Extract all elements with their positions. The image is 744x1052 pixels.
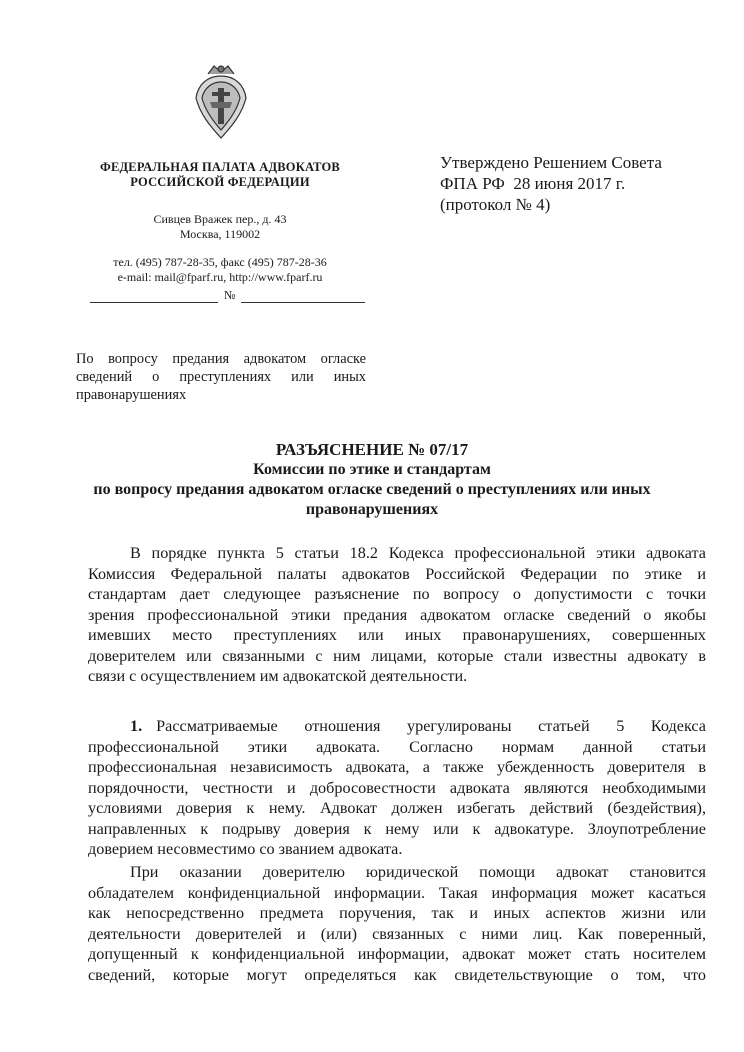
registration-number-line xyxy=(90,288,365,303)
section-1-first-line: 1. Рассматриваемые отношения урегулированы статьей 5 Кодекса xyxy=(130,717,706,735)
intro-paragraph: В порядке пункта 5 статьи 18.2 Кодекса профессиональной этики адвоката Комиссия Федеральной палаты адвокатов Российской Федерации по этике и стандартам дает следующее разъяснение по вопросу о допустимости с точки зрения профессиональной этики предания адвокатом огласке сведений о якобы имевших место преступлениях или иных правонарушениях, совершенных доверителем или связанными с ним лицами, которые стали известны адвокату в связи с осуществлением им адвокатской деятельности. xyxy=(88,544,706,685)
subject-line: По вопросу предания адвокатом огласке сведений о преступлениях или иных правонарушениях xyxy=(76,351,366,403)
document-title: РАЗЪЯСНЕНИЕ № 07/17 Комиссии по этике и стандартам по вопросу предания адвокатом огласке сведений о преступлениях или иных правонарушениях xyxy=(93,440,651,518)
org-contacts: тел. (495) 787-28-35, факс (495) 787-28-36 e-mail: mail@fparf.ru, http://www.fparf.ru xyxy=(113,255,327,284)
paragraph-2: При оказании доверителю юридической помощи адвокат становится обладателем конфиденциальной информации. Такая информация может касаться как непосредственно предмета поручения, так и иных аспектов жизни или деятельности доверителей и (или) связанных с ними лиц. Как поверенный, допущенный к конфиденциальной информации, адвокат может стать носителем сведений, которые могут определяться как свидетельствующие о том, что xyxy=(88,863,706,984)
date-blank xyxy=(90,290,218,303)
fpa-emblem-icon xyxy=(190,62,252,142)
org-name: ФЕДЕРАЛЬНАЯ ПАЛАТА АДВОКАТОВ РОССИЙСКОЙ ФЕДЕРАЦИИ xyxy=(100,160,340,189)
number-blank xyxy=(241,290,365,303)
org-address: Сивцев Вражек пер., д. 43 Москва, 119002 xyxy=(153,212,287,241)
organization-block xyxy=(60,160,380,285)
section-1-paragraph: 1. Рассматриваемые отношения урегулированы статьей 5 Кодекса профессиональной этики адвоката. Согласно нормам данной статьи профессиональная независимость адвоката, а также убежденность доверителя в порядочности, честности и добросовестности адвоката являются необходимыми условиями доверия к нему. Адвокат должен избегать действий (бездействия), направленных к подрыву доверия к нему или к адвокатуре. Злоупотребление доверием несовместимо со званием адвоката. xyxy=(88,717,706,858)
number-sign: № xyxy=(224,288,236,302)
approval-stamp: Утверждено Решением Совета ФПА РФ 28 июня 2017 г. (протокол № 4) xyxy=(440,153,662,214)
section-number: 1. xyxy=(130,717,143,735)
